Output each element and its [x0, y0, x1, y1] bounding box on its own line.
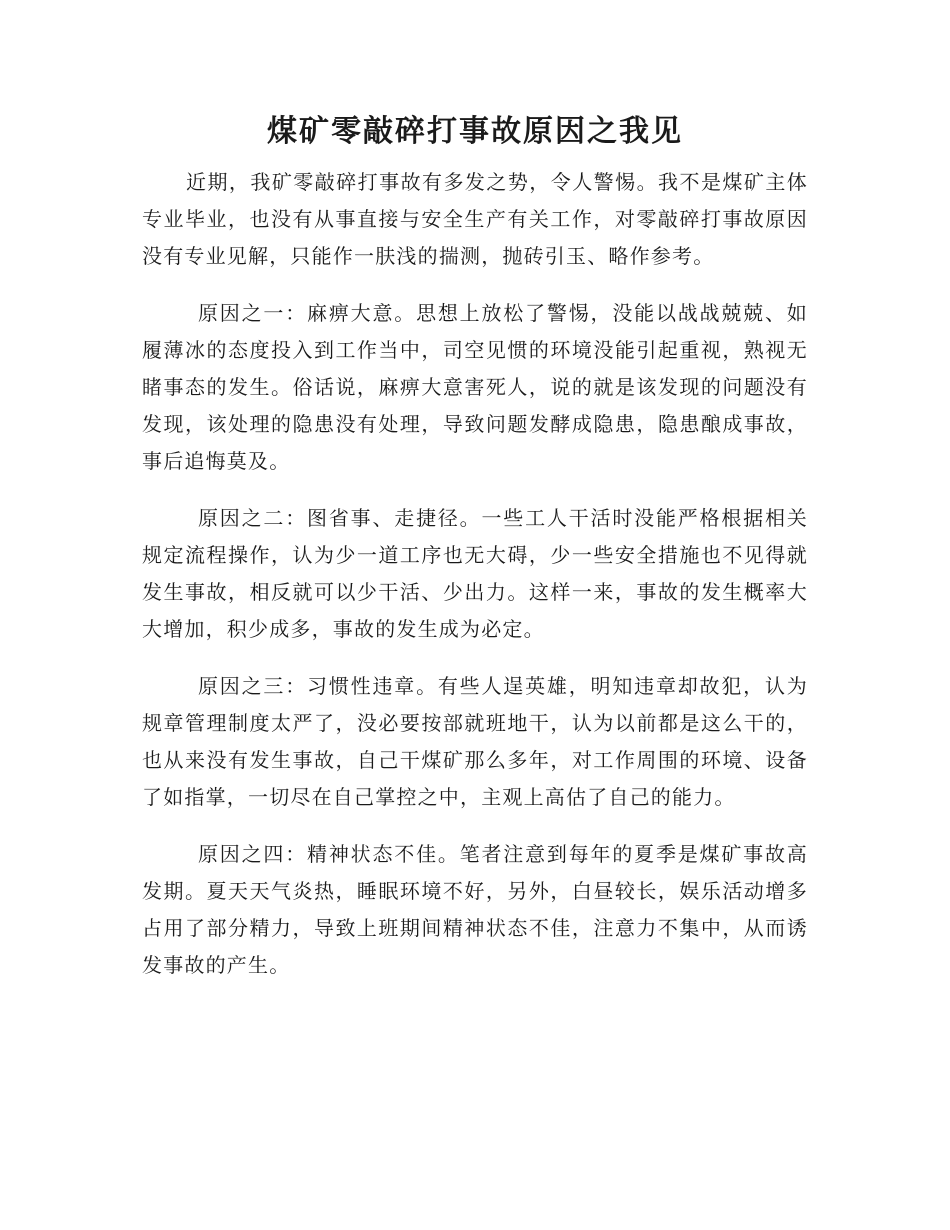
- paragraph-reason-1: 原因之一：麻痹大意。思想上放松了警惕，没能以战战兢兢、如履薄冰的态度投入到工作当中，司空见惯的环境没能引起重视，熟视无睹事态的发生。俗话说，麻痹大意害死人，说的就是该发现的问题没有发现，该处理的隐患没有处理，导致问题发酵成隐患，隐患酿成事故，事后追悔莫及。: [142, 301, 808, 473]
- paragraph-reason-4: 原因之四：精神状态不佳。笔者注意到每年的夏季是煤矿事故高发期。夏天天气炎热，睡眠环境不好，另外，白昼较长，娱乐活动增多占用了部分精力，导致上班期间精神状态不佳，注意力不集中，从而诱发事故的产生。: [142, 842, 808, 977]
- paragraph-intro: 近期，我矿零敲碎打事故有多发之势，令人警惕。我不是煤矿主体专业毕业，也没有从事直接与安全生产有关工作，对零敲碎打事故原因没有专业见解，只能作一肤浅的揣测，抛砖引玉、略作参考。: [142, 170, 808, 268]
- paragraph-reason-3: 原因之三：习惯性违章。有些人逞英雄，明知违章却故犯，认为规章管理制度太严了，没必要按部就班地干，认为以前都是这么干的，也从来没有发生事故，自己干煤矿那么多年，对工作周围的环境、设备了如指掌，一切尽在自己掌控之中，主观上高估了自己的能力。: [142, 674, 808, 809]
- document-title: 煤矿零敲碎打事故原因之我见: [267, 114, 683, 149]
- document-body: [142, 164, 808, 1004]
- paragraph-reason-2: 原因之二：图省事、走捷径。一些工人干活时没能严格根据相关规定流程操作，认为少一道工序也无大碍，少一些安全措施也不见得就发生事故，相反就可以少干活、少出力。这样一来，事故的发生概率大大增加，积少成多，事故的发生成为必定。: [142, 506, 808, 641]
